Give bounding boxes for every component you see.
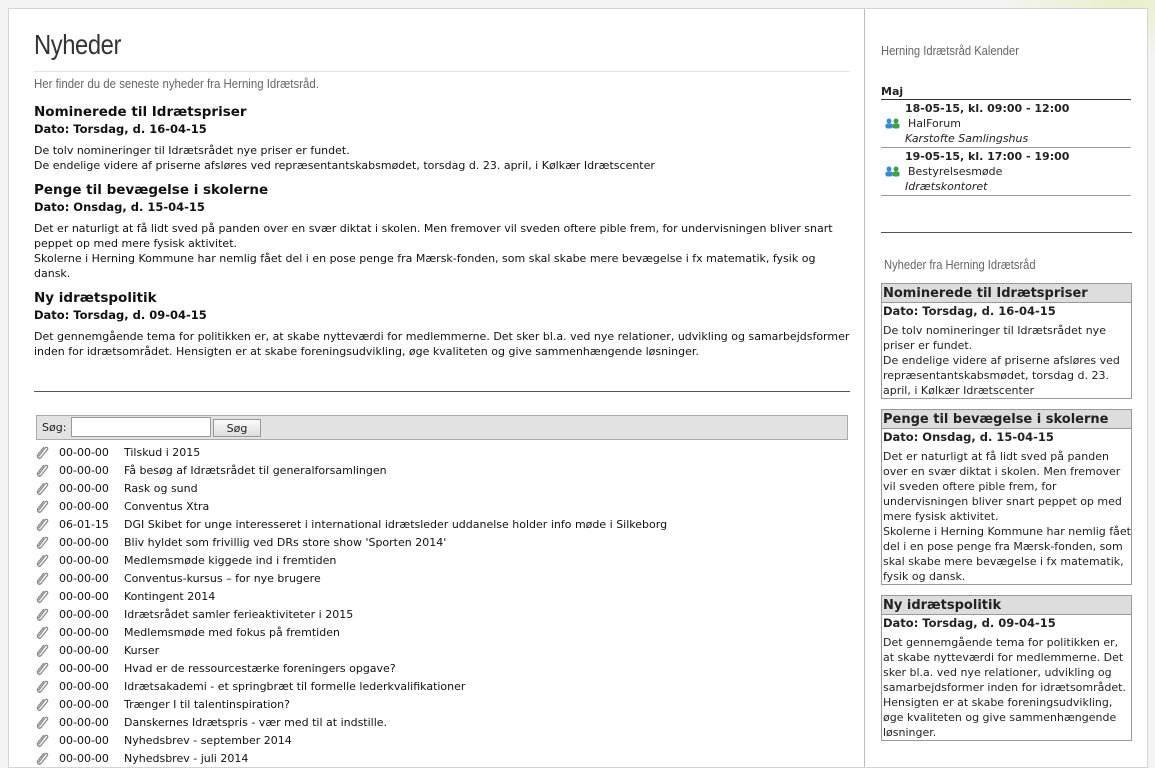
archive-link[interactable]: Hvad er de ressourcestærke foreningers opgave? [124,661,396,675]
archive-link[interactable]: DGI Skibet for unge interesseret i international idrætsleder uddanelse holder info møde i Silkeborg [124,517,668,531]
news-title[interactable]: Nominerede til Idrætspriser [34,104,247,120]
paperclip-icon [35,661,49,675]
archive-date: 00-00-00 [59,499,109,513]
calendar-event [881,148,1131,196]
event-name[interactable]: Bestyrelsesmøde [908,165,1003,178]
news-archive-list [35,443,855,767]
news-date: Dato: Torsdag, d. 09-04-15 [34,308,207,322]
archive-date: 00-00-00 [59,733,109,747]
search-bar [36,415,848,440]
event-place: Idrætskontoret [905,180,988,193]
paperclip-icon [35,751,49,765]
archive-row[interactable] [35,623,855,641]
event-time: 18-05-15, kl. 09:00 - 12:00 [905,102,1070,115]
archive-date: 00-00-00 [59,751,109,765]
sidebar-news-date: Dato: Torsdag, d. 09-04-15 [883,616,1056,630]
archive-row[interactable] [35,659,855,677]
sidebar-news-item [881,409,1132,585]
sidebar-news-text: Det er naturligt at få lidt sved på panden over en svær diktat i skolen. Men fremover vil sveden oftere pible frem, for undervisningen bliver snart peppet op med mere fysisk aktivitet. [883,450,1122,523]
archive-date: 00-00-00 [59,607,109,621]
sidebar-news-headline[interactable]: Penge til bevægelse i skolerne [882,410,1131,429]
paperclip-icon [35,715,49,729]
search-input[interactable] [71,417,211,437]
archive-link[interactable]: Kurser [124,643,160,657]
archive-row[interactable] [35,641,855,659]
archive-row[interactable] [35,713,855,731]
archive-link[interactable]: Rask og sund [124,481,198,495]
news-text: De tolv nomineringer til Idrætsrådet nye priser er fundet. [34,144,350,157]
archive-date: 00-00-00 [59,445,109,459]
archive-link[interactable]: Conventus Xtra [124,499,210,513]
archive-row[interactable] [35,695,855,713]
news-text: Skolerne i Herning Kommune har nemlig fået del i en pose penge fra Mærsk-fonden, som skal skabe mere bevægelse i fx matematik, fysik og dansk. [34,252,816,280]
calendar-month: Maj [881,85,1131,100]
page-title: Nyheder [34,29,121,60]
archive-date: 00-00-00 [59,661,109,675]
archive-date: 00-00-00 [59,589,109,603]
news-text: De endelige videre af priserne afsløres ved repræsentantskabsmødet, torsdag d. 23. april, i Kølkær Idrætscenter [34,159,655,172]
calendar-event [881,100,1131,148]
archive-row[interactable] [35,461,855,479]
news-text: Det er naturligt at få lidt sved på panden over en svær diktat i skolen. Men fremover vil sveden oftere pible frem, for undervisningen bliver snart peppet op med mere fysisk aktivitet. [34,222,833,250]
archive-link[interactable]: Medlemsmøde kiggede ind i fremtiden [124,553,337,567]
paperclip-icon [35,571,49,585]
paperclip-icon [35,553,49,567]
event-time: 19-05-15, kl. 17:00 - 19:00 [905,150,1070,163]
event-name[interactable]: HalForum [908,117,961,130]
paperclip-icon [35,607,49,621]
event-place: Karstofte Samlingshus [905,132,1029,145]
archive-link[interactable]: Medlemsmøde med fokus på fremtiden [124,625,340,639]
event-name-row [881,164,1131,179]
archive-row[interactable] [35,515,855,533]
search-button[interactable]: Søg [213,419,261,437]
sidebar-news-headline[interactable]: Ny idrætspolitik [882,596,1131,615]
paperclip-icon [35,499,49,513]
paperclip-icon [35,589,49,603]
sidebar-news-headline[interactable]: Nominerede til Idrætspriser [882,284,1131,303]
paperclip-icon [35,517,49,531]
archive-link[interactable]: Nyhedsbrev - juli 2014 [124,751,249,765]
section-divider [34,391,850,392]
calendar [881,85,1131,196]
archive-date: 00-00-00 [59,553,109,567]
archive-link[interactable]: Conventus-kursus – for nye brugere [124,571,321,585]
archive-date: 00-00-00 [59,643,109,657]
archive-link[interactable]: Få besøg af Idrætsrådet til generalforsamlingen [124,463,387,477]
archive-row[interactable] [35,569,855,587]
archive-row[interactable] [35,731,855,749]
archive-link[interactable]: Kontingent 2014 [124,589,216,603]
paperclip-icon [35,535,49,549]
sidebar-news-list [881,283,1132,751]
people-icon [884,166,902,178]
sidebar-divider [881,232,1132,233]
archive-date: 06-01-15 [59,517,109,531]
page [8,8,1148,768]
news-item [34,103,854,173]
sidebar-news-date: Dato: Torsdag, d. 16-04-15 [883,304,1056,318]
paperclip-icon [35,733,49,747]
paperclip-icon [35,643,49,657]
sidebar-news-date: Dato: Onsdag, d. 15-04-15 [883,430,1054,444]
news-item [34,181,854,281]
archive-link[interactable]: Trænger I til talentinspiration? [124,697,290,711]
paperclip-icon [35,697,49,711]
archive-row[interactable] [35,551,855,569]
news-text: Det gennemgående tema for politikken er, at skabe nytteværdi for medlemmerne. Det sker bl.a. ved nye relationer, udvikling og samarbejdsformer inden for idrætsområdet. Hensigten er at skabe foreningsudvikling, øge kvaliteten og give sammenhængende løsninger. [34,330,850,358]
archive-row[interactable] [35,479,855,497]
news-date: Dato: Torsdag, d. 16-04-15 [34,122,207,136]
archive-date: 00-00-00 [59,535,109,549]
sidebar-news-text: De tolv nomineringer til Idrætsrådet nye priser er fundet. [883,324,1106,352]
archive-row[interactable] [35,443,855,461]
paperclip-icon [35,463,49,477]
archive-date: 00-00-00 [59,625,109,639]
paperclip-icon [35,445,49,459]
main-content [9,9,865,767]
archive-row[interactable] [35,587,855,605]
archive-link[interactable]: Nyhedsbrev - september 2014 [124,733,292,747]
page-intro: Her finder du de seneste nyheder fra Herning Idrætsråd. [34,76,319,91]
news-title[interactable]: Penge til bevægelse i skolerne [34,182,269,198]
news-list [34,103,854,367]
event-name-row [881,116,1131,131]
calendar-title[interactable]: Herning Idrætsråd Kalender [881,43,1019,58]
news-title[interactable]: Ny idrætspolitik [34,290,157,306]
news-date: Dato: Onsdag, d. 15-04-15 [34,200,205,214]
sidebar-news-item [881,283,1132,399]
people-icon [884,118,902,130]
sidebar-news-title[interactable]: Nyheder fra Herning Idrætsråd [884,257,1036,272]
archive-link[interactable]: Danskernes Idrætspris - vær med til at indstille. [124,715,388,729]
archive-row[interactable] [35,749,855,767]
archive-date: 00-00-00 [59,697,109,711]
archive-date: 00-00-00 [59,463,109,477]
paperclip-icon [35,481,49,495]
archive-row[interactable] [35,677,855,695]
archive-link[interactable]: Idrætsrådet samler ferieaktiviteter i 2015 [124,607,354,621]
archive-row[interactable] [35,533,855,551]
archive-date: 00-00-00 [59,481,109,495]
news-item [34,289,854,359]
archive-date: 00-00-00 [59,715,109,729]
title-divider [34,71,850,72]
sidebar-news-text: Skolerne i Herning Kommune har nemlig fået del i en pose penge fra Mærsk-fonden, som skal skabe mere bevægelse i fx matematik, fysik og dansk. [883,525,1131,583]
archive-row[interactable] [35,605,855,623]
paperclip-icon [35,625,49,639]
sidebar [866,9,1149,767]
archive-link[interactable]: Idrætsakademi - et springbræt til formelle lederkvalifikationer [124,679,466,693]
search-label: Søg: [42,421,67,434]
archive-link[interactable]: Tilskud i 2015 [124,445,201,459]
sidebar-news-text: Det gennemgående tema for politikken er, at skabe nytteværdi for medlemmerne. Det sker bl.a. ved nye relationer, udvikling og samarbejdsformer inden for idrætsområdet. Hensigten er at skabe foreningsudvikling, øge kvaliteten og give sammenhængende løsninger. [883,636,1126,739]
paperclip-icon [35,679,49,693]
sidebar-news-item [881,595,1132,741]
sidebar-news-text: De endelige videre af priserne afsløres ved repræsentantskabsmødet, torsdag d. 23. april, i Kølkær Idrætscenter [883,354,1120,397]
archive-date: 00-00-00 [59,571,109,585]
archive-date: 00-00-00 [59,679,109,693]
archive-link[interactable]: Bliv hyldet som frivillig ved DRs store show 'Sporten 2014' [124,535,447,549]
archive-row[interactable] [35,497,855,515]
